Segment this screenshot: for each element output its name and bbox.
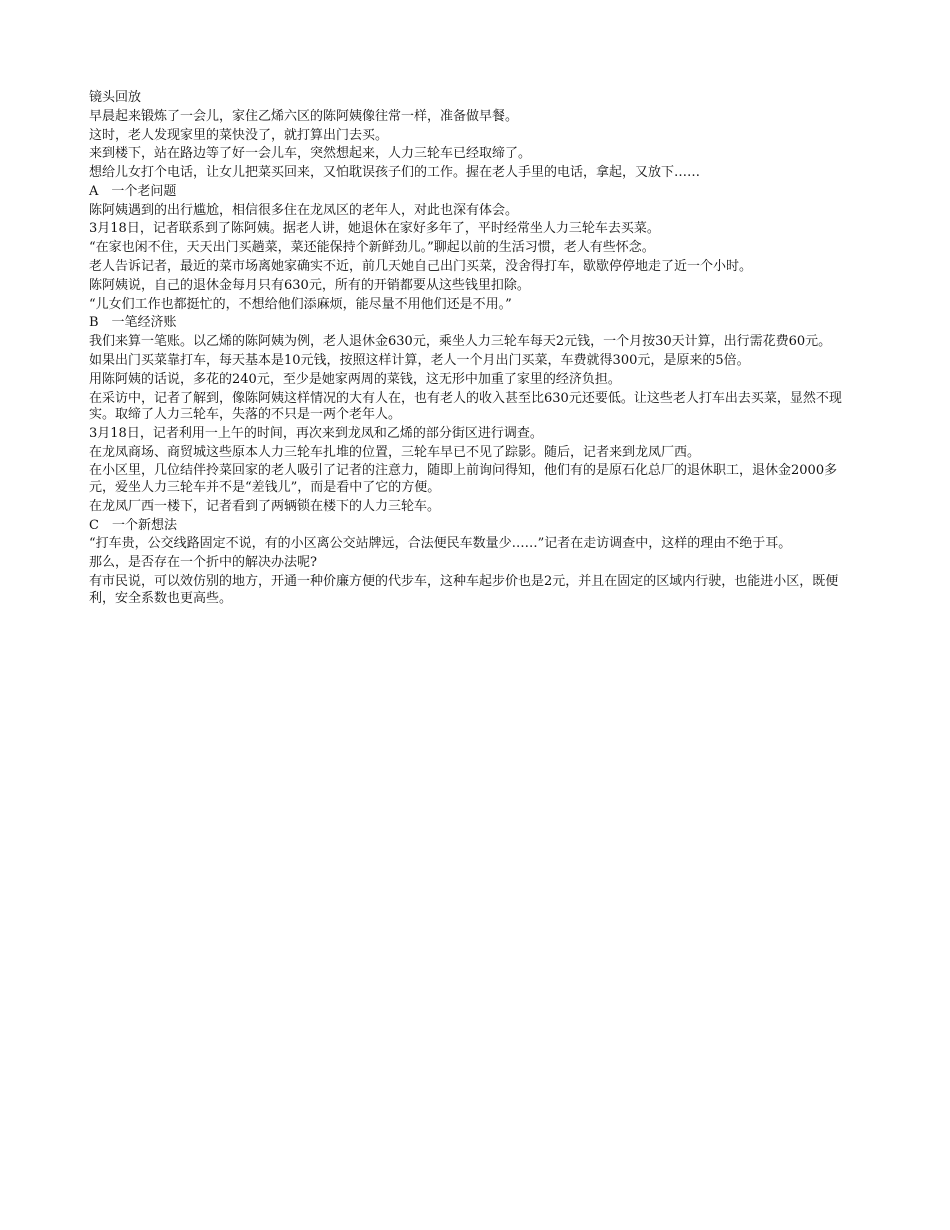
paragraph: 3月18日，记者利用一上午的时间，再次来到龙凤和乙烯的部分街区进行调查。 — [89, 425, 543, 441]
paragraph: 陈阿姨遇到的出行尴尬，相信很多住在龙凤区的老年人，对此也深有体会。 — [89, 202, 519, 218]
paragraph: “打车贵，公交线路固定不说，有的小区离公交站牌远，合法便民车数量少……”记者在走访调查中，这样的理由不绝于耳。 — [89, 536, 792, 552]
paragraph: 那么，是否存在一个折中的解决办法呢? — [89, 555, 317, 571]
section-heading-c: C 一个新想法 — [89, 517, 177, 533]
paragraph: 来到楼下，站在路边等了好一会儿车，突然想起来，人力三轮车已经取缔了。 — [89, 146, 532, 162]
paragraph: 在小区里，几位结伴拎菜回家的老人吸引了记者的注意力，随即上前询问得知，他们有的是原石化总厂的退休职工，退休金2000多元，爱坐人力三轮车并不是“差钱儿”，而是看中了它的方便。 — [89, 463, 838, 496]
paragraph: 我们来算一笔账。以乙烯的陈阿姨为例，老人退休金630元，乘坐人力三轮车每天2元钱，一个月按30天计算，出行需花费60元。 — [89, 334, 832, 350]
paragraph: 陈阿姨说，自己的退休金每月只有630元，所有的开销都要从这些钱里扣除。 — [89, 277, 530, 293]
paragraph: 在龙凤厂西一楼下，记者看到了两辆锁在楼下的人力三轮车。 — [89, 498, 441, 514]
paragraph: 在采访中，记者了解到，像陈阿姨这样情况的大有人在，也有老人的收入甚至比630元还要低。让这些老人打车出去买菜，显然不现实。取缔了人力三轮车，失落的不只是一两个老年人。 — [89, 390, 842, 423]
paragraph: 有市民说，可以效仿别的地方，开通一种价廉方便的代步车，这种车起步价也是2元，并且在固定的区域内行驶，也能进小区，既便利，安全系数也更高些。 — [89, 573, 839, 606]
paragraph: 在龙凤商场、商贸城这些原本人力三轮车扎堆的位置，三轮车早已不见了踪影。随后，记者来到龙凤厂西。 — [89, 444, 701, 460]
paragraph: 用陈阿姨的话说，多花的240元，至少是她家两周的菜钱，这无形中加重了家里的经济负担。 — [89, 371, 621, 387]
paragraph: 这时，老人发现家里的菜快没了，就打算出门去买。 — [89, 127, 389, 143]
paragraph: 如果出门买菜靠打车，每天基本是10元钱，按照这样计算，老人一个月出门买菜，车费就得300元，是原来的5倍。 — [89, 352, 750, 368]
document-page — [89, 90, 861, 609]
paragraph: 3月18日，记者联系到了陈阿姨。据老人讲，她退休在家好多年了，平时经常坐人力三轮车去买菜。 — [89, 221, 660, 237]
section-heading-b: B 一笔经济账 — [89, 315, 177, 331]
paragraph: 早晨起来锻炼了一会儿，家住乙烯六区的陈阿姨像往常一样，准备做早餐。 — [89, 108, 519, 124]
paragraph: 老人告诉记者，最近的菜市场离她家确实不近，前几天她自己出门买菜，没舍得打车，歇歇停停地走了近一个小时。 — [89, 259, 753, 275]
paragraph: “在家也闲不住，天天出门买趟菜，菜还能保持个新鲜劲儿。”聊起以前的生活习惯，老人有些怀念。 — [89, 240, 655, 256]
article-title: 镜头回放 — [89, 90, 142, 105]
paragraph: 想给儿女打个电话，让女儿把菜买回来，又怕耽误孩子们的工作。握在老人手里的电话，拿起，又放下…… — [89, 165, 701, 181]
paragraph: “儿女们工作也都挺忙的，不想给他们添麻烦，能尽量不用他们还是不用。” — [89, 296, 512, 312]
section-heading-a: A 一个老问题 — [89, 183, 177, 199]
